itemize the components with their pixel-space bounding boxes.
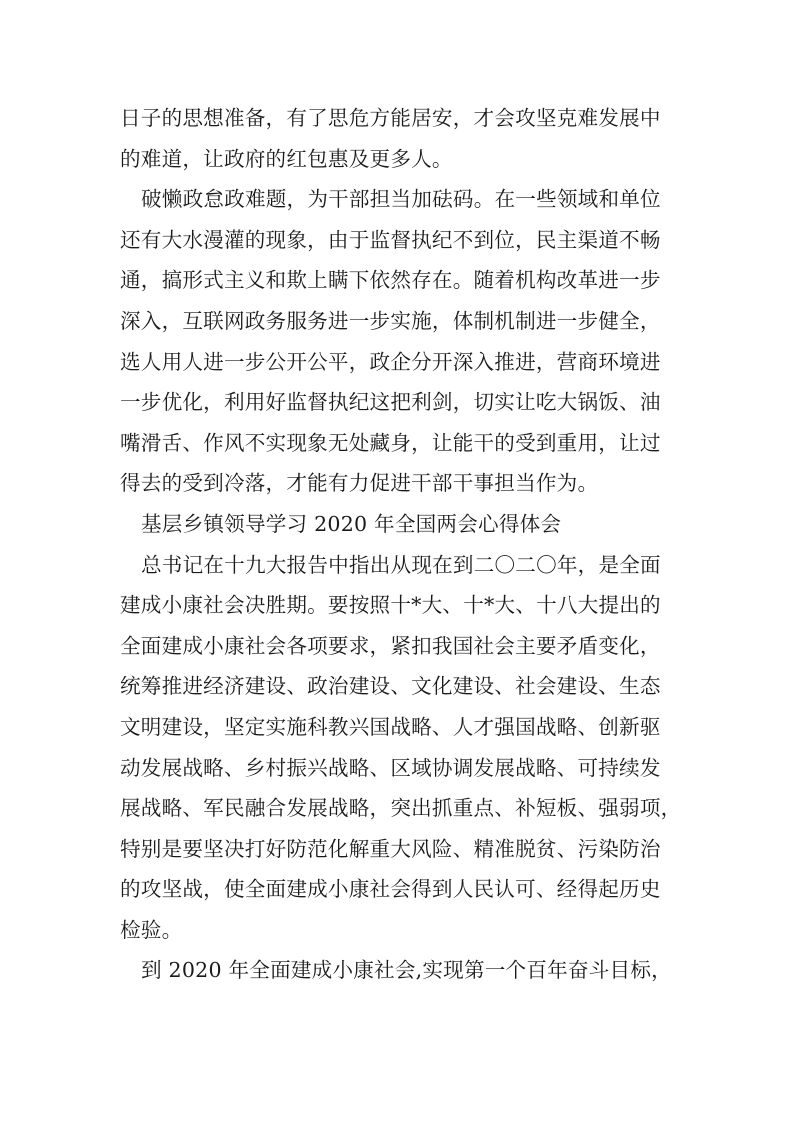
paragraph-start-line: 到 2020 年全面建成小康社会,实现第一个百年奋斗目标， xyxy=(141,958,672,983)
text-line: 得去的受到冷落，才能有力促进干部干事担当作为。 xyxy=(120,471,599,496)
text-line: 检验。 xyxy=(120,917,183,942)
text-line: 深入，互联网政务服务进一步实施，体制机制进一步健全， xyxy=(120,308,661,333)
paragraph-start-line: 破懒政怠政难题，为干部担当加砝码。在一些领域和单位 xyxy=(141,187,661,212)
text-line: 的难道，让政府的红包惠及更多人。 xyxy=(120,146,453,171)
text-line: 特别是要坚决打好防范化解重大风险、精准脱贫、污染防治 xyxy=(120,836,661,861)
paragraph-start-line: 总书记在十九大报告中指出从现在到二〇二〇年，是全面 xyxy=(141,552,661,577)
text-line: 通，搞形式主义和欺上瞒下依然存在。随着机构改革进一步 xyxy=(120,268,661,293)
text-line: 一步优化，利用好监督执纪这把利剑，切实让吃大锅饭、油 xyxy=(120,390,661,415)
text-line: 全面建成小康社会各项要求，紧扣我国社会主要矛盾变化， xyxy=(120,633,661,658)
text-line: 文明建设，坚定实施科教兴国战略、人才强国战略、创新驱 xyxy=(120,714,661,739)
document-body xyxy=(120,98,680,991)
text-line: 选人用人进一步公开公平，政企分开深入推进，营商环境进 xyxy=(120,349,661,374)
text-line: 动发展战略、乡村振兴战略、区域协调发展战略、可持续发 xyxy=(120,755,661,780)
text-line: 日子的思想准备，有了思危方能居安，才会攻坚克难发展中 xyxy=(120,106,661,130)
text-line: 统筹推进经济建设、政治建设、文化建设、社会建设、生态 xyxy=(120,674,661,699)
text-line: 嘴滑舌、作风不实现象无处藏身，让能干的受到重用，让过 xyxy=(120,430,661,455)
text-line: 的攻坚战，使全面建成小康社会得到人民认可、经得起历史 xyxy=(120,877,661,902)
text-line: 还有大水漫灌的现象，由于监督执纪不到位，民主渠道不畅 xyxy=(120,227,661,252)
section-heading: 基层乡镇领导学习 2020 年全国两会心得体会 xyxy=(141,511,562,536)
text-line: 展战略、军民融合发展战略，突出抓重点、补短板、强弱项， xyxy=(120,796,682,821)
text-line: 建成小康社会决胜期。要按照十*大、十*大、十八大提出的 xyxy=(120,593,661,618)
